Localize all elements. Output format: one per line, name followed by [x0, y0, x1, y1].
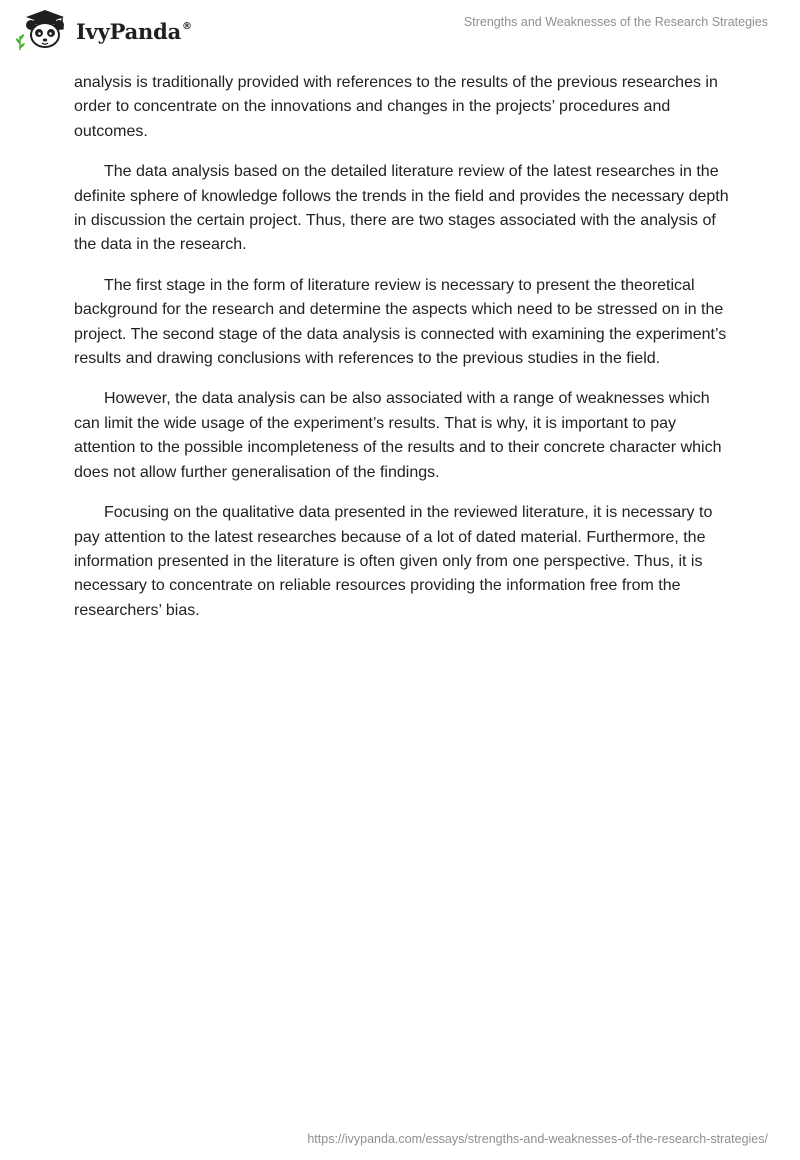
registered-mark: ®	[182, 20, 192, 32]
paragraph: However, the data analysis can be also associated with a range of weaknesses which can limit the wide usage of the experiment’s results. That is why, it is important to pay attention to the possible incompleteness of the results and to their concrete character which does not allow further generalisation of the findings.	[74, 390, 722, 481]
brand-name: IvyPanda®	[76, 18, 192, 44]
paragraph: Focusing on the qualitative data presented in the reviewed literature, it is necessary to pay attention to the latest researches because of a lot of dated material. Furthermore, the information presented in the literature is often given only from one perspective. Thus, it is necessary to concentrate on reliable resources providing the information free from the researchers’ bias.	[74, 504, 713, 619]
document-title: Strengths and Weaknesses of the Research Strategies	[463, 15, 768, 29]
paragraph: The data analysis based on the detailed literature review of the latest researches in the definite sphere of knowledge follows the trends in the field and provides the necessary depth in discussion the certain project. Thus, there are two stages associated with the analysis of the data in the research.	[74, 163, 729, 254]
page-header	[0, 0, 800, 60]
essay-body	[74, 71, 734, 639]
brand-logo[interactable]	[14, 8, 192, 52]
paragraph-continued: analysis is traditionally provided with references to the results of the previous researches in order to concentrate on the innovations and changes in the projects’ procedures and outcomes.	[74, 74, 718, 140]
panda-logo-icon	[14, 8, 72, 52]
paragraph: The first stage in the form of literature review is necessary to present the theoretical background for the research and determine the aspects which need to be stressed on in the project. The second stage of the data analysis is connected with examining the experiment’s results and drawing conclusions with references to the previous studies in the field.	[74, 276, 727, 368]
source-url[interactable]: https://ivypanda.com/essays/strengths-and-weaknesses-of-the-research-strategies/	[307, 1132, 768, 1146]
